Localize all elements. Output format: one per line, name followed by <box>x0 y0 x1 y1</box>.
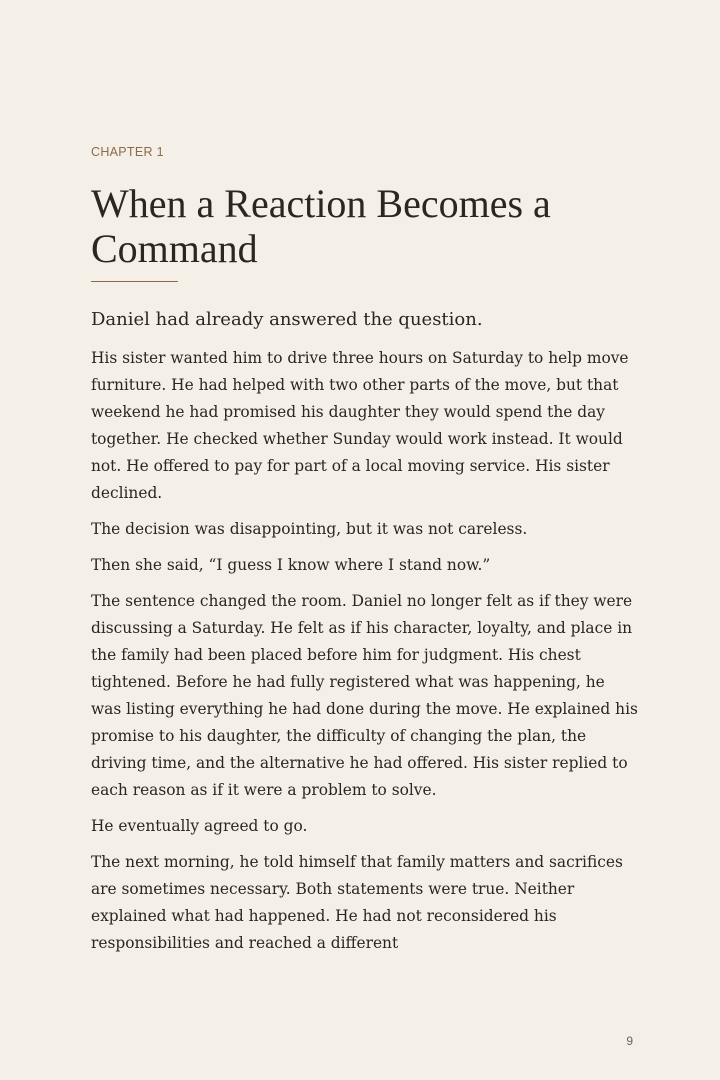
chapter-body <box>91 306 639 966</box>
page-number: 9 <box>626 1034 633 1048</box>
chapter-title: When a Reaction Becomes a Command <box>91 181 551 271</box>
chapter-label: CHAPTER 1 <box>91 145 164 159</box>
lead-paragraph: Daniel had already answered the question. <box>91 309 483 330</box>
title-divider <box>91 281 178 282</box>
body-paragraph: His sister wanted him to drive three hours on Saturday to help move furniture. He had helped with two other parts of the move, but that weekend he had promised his daughter they would spend the day together. He checked whether Sunday would work instead. It would not. He offered to pay for part of a local moving service. His sister declined. <box>91 349 629 502</box>
body-paragraph: The next morning, he told himself that family matters and sacrifices are sometimes necessary. Both statements were true. Neither explained what had happened. He had not reconsidered his responsibilities and reached a different <box>91 853 623 952</box>
body-paragraph: The sentence changed the room. Daniel no longer felt as if they were discussing a Saturday. He felt as if his character, loyalty, and place in the family had been placed before him for judgment. His chest tightened. Before he had fully registered what was happening, he was listing everything he had done during the move. He explained his promise to his daughter, the difficulty of changing the plan, the driving time, and the alternative he had offered. His sister replied to each reason as if it were a problem to solve. <box>91 592 638 799</box>
body-paragraph: Then she said, “I guess I know where I stand now.” <box>91 556 491 574</box>
body-paragraph: He eventually agreed to go. <box>91 817 308 835</box>
body-paragraph: The decision was disappointing, but it was not careless. <box>91 520 528 538</box>
